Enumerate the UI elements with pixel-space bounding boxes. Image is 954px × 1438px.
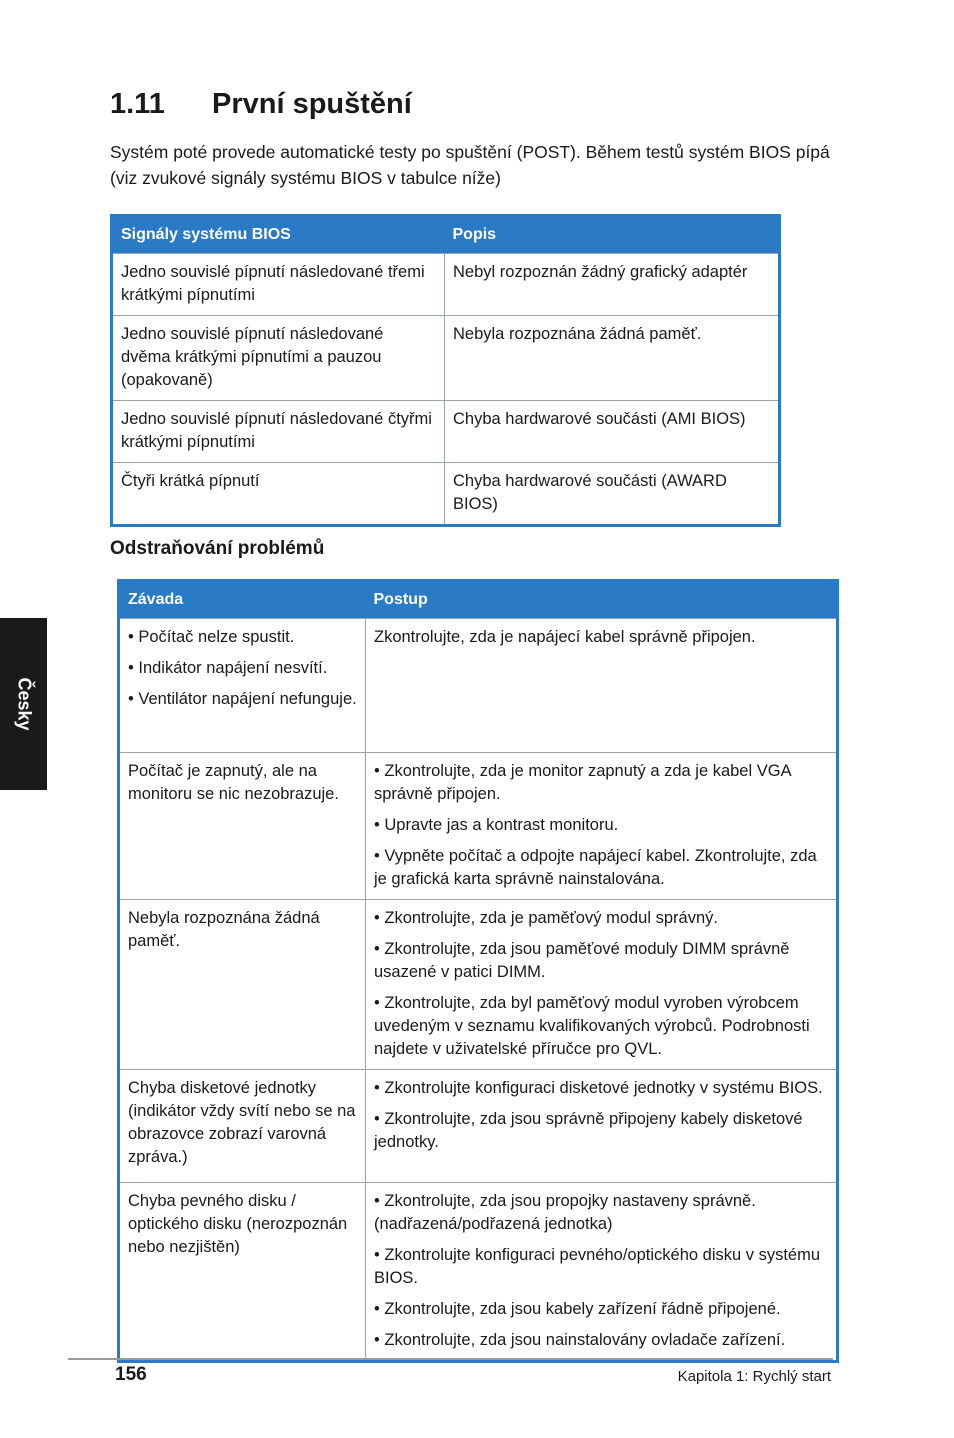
- solution-item: • Zkontrolujte, zda je paměťový modul správný.: [374, 909, 718, 927]
- solution-item: • Vypněte počítač a odpojte napájecí kabel. Zkontrolujte, zda je grafická karta správně nainstalována.: [374, 847, 817, 888]
- signal-cell: Jedno souvislé pípnutí následované dvěma krátkými pípnutími a pauzou (opakovaně): [112, 316, 445, 401]
- table-header-row: [112, 216, 780, 254]
- column-header-description: Popis: [445, 216, 780, 254]
- table-header-row: [119, 581, 838, 619]
- solution-item: • Zkontrolujte, zda jsou propojky nastaveny správně. (nadřazená/podřazená jednotka): [374, 1192, 756, 1233]
- solution-item: • Zkontrolujte, zda byl paměťový modul vyroben výrobcem uvedeným v seznamu kvalifikovaných výrobců. Podrobnosti najdete v uživatelské příručce pro QVL.: [374, 994, 810, 1058]
- table-row: [112, 401, 780, 463]
- problem-cell: [119, 1183, 366, 1362]
- solution-cell: [366, 900, 838, 1070]
- language-side-tab: [0, 618, 47, 790]
- footer-divider: [68, 1358, 833, 1360]
- language-label: Česky: [14, 677, 34, 731]
- problem-item: Nebyla rozpoznána žádná paměť.: [128, 909, 320, 950]
- intro-paragraph: Systém poté provede automatické testy po spuštění (POST). Během testů systém BIOS pípá (viz zvukové signály systému BIOS v tabulce níže): [110, 142, 830, 188]
- solution-item: • Zkontrolujte konfiguraci disketové jednotky v systému BIOS.: [374, 1079, 823, 1097]
- description-cell: Chyba hardwarové součásti (AMI BIOS): [445, 401, 780, 463]
- problem-cell: [119, 1070, 366, 1183]
- problem-cell: [119, 900, 366, 1070]
- solution-cell: [366, 1070, 838, 1183]
- solution-item: • Zkontrolujte, zda jsou kabely zařízení řádně připojené.: [374, 1300, 781, 1318]
- column-header-solution: Postup: [366, 581, 838, 619]
- table-row: [119, 1070, 838, 1183]
- signal-cell: Jedno souvislé pípnutí následované čtyřmi krátkými pípnutími: [112, 401, 445, 463]
- section-title-text: První spuštění: [212, 88, 412, 120]
- description-cell: Chyba hardwarové součásti (AWARD BIOS): [445, 463, 780, 526]
- solution-cell: [366, 753, 838, 900]
- page-number: 156: [115, 1364, 147, 1385]
- problem-item: Chyba pevného disku / optického disku (nerozpoznán nebo nezjištěn): [128, 1192, 348, 1256]
- problem-item: • Indikátor napájení nesvítí.: [128, 659, 328, 677]
- description-cell: Nebyla rozpoznána žádná paměť.: [445, 316, 780, 401]
- problem-cell: [119, 619, 366, 753]
- problem-item: • Počítač nelze spustit.: [128, 628, 295, 646]
- solution-item: • Upravte jas a kontrast monitoru.: [374, 816, 619, 834]
- problem-item: Počítač je zapnutý, ale na monitoru se nic nezobrazuje.: [128, 762, 339, 803]
- problem-item: Chyba disketové jednotky (indikátor vždy svítí nebo se na obrazovce zobrazí varovná zpráva.): [128, 1079, 356, 1166]
- bios-signals-table: [110, 214, 781, 527]
- troubleshooting-table: [117, 579, 839, 1363]
- solution-cell: [366, 1183, 838, 1362]
- chapter-label: Kapitola 1: Rychlý start: [677, 1368, 831, 1385]
- table-row: [119, 1183, 838, 1362]
- table-row: [112, 316, 780, 401]
- solution-cell: [366, 619, 838, 753]
- solution-item: • Zkontrolujte, zda jsou nainstalovány ovladače zařízení.: [374, 1331, 786, 1349]
- description-cell: Nebyl rozpoznán žádný grafický adaptér: [445, 254, 780, 316]
- signal-cell: Čtyři krátká pípnutí: [112, 463, 445, 526]
- section-title: [110, 88, 412, 121]
- table-row: [119, 900, 838, 1070]
- section-number: 1.11: [110, 88, 165, 120]
- table-row: [112, 254, 780, 316]
- solution-item: • Zkontrolujte, zda jsou paměťové moduly DIMM správně usazené v patici DIMM.: [374, 940, 790, 981]
- troubleshooting-heading: Odstraňování problémů: [110, 538, 325, 559]
- problem-cell: [119, 753, 366, 900]
- table-row: [119, 753, 838, 900]
- solution-item: Zkontrolujte, zda je napájecí kabel správně připojen.: [374, 628, 756, 646]
- column-header-problem: Závada: [119, 581, 366, 619]
- table-row: [112, 463, 780, 526]
- solution-item: • Zkontrolujte, zda je monitor zapnutý a zda je kabel VGA správně připojen.: [374, 762, 791, 803]
- problem-item: • Ventilátor napájení nefunguje.: [128, 690, 357, 708]
- solution-item: • Zkontrolujte konfiguraci pevného/optického disku v systému BIOS.: [374, 1246, 821, 1287]
- solution-item: • Zkontrolujte, zda jsou správně připojeny kabely disketové jednotky.: [374, 1110, 803, 1151]
- table-row: [119, 619, 838, 753]
- column-header-signals: Signály systému BIOS: [112, 216, 445, 254]
- signal-cell: Jedno souvislé pípnutí následované třemi krátkými pípnutími: [112, 254, 445, 316]
